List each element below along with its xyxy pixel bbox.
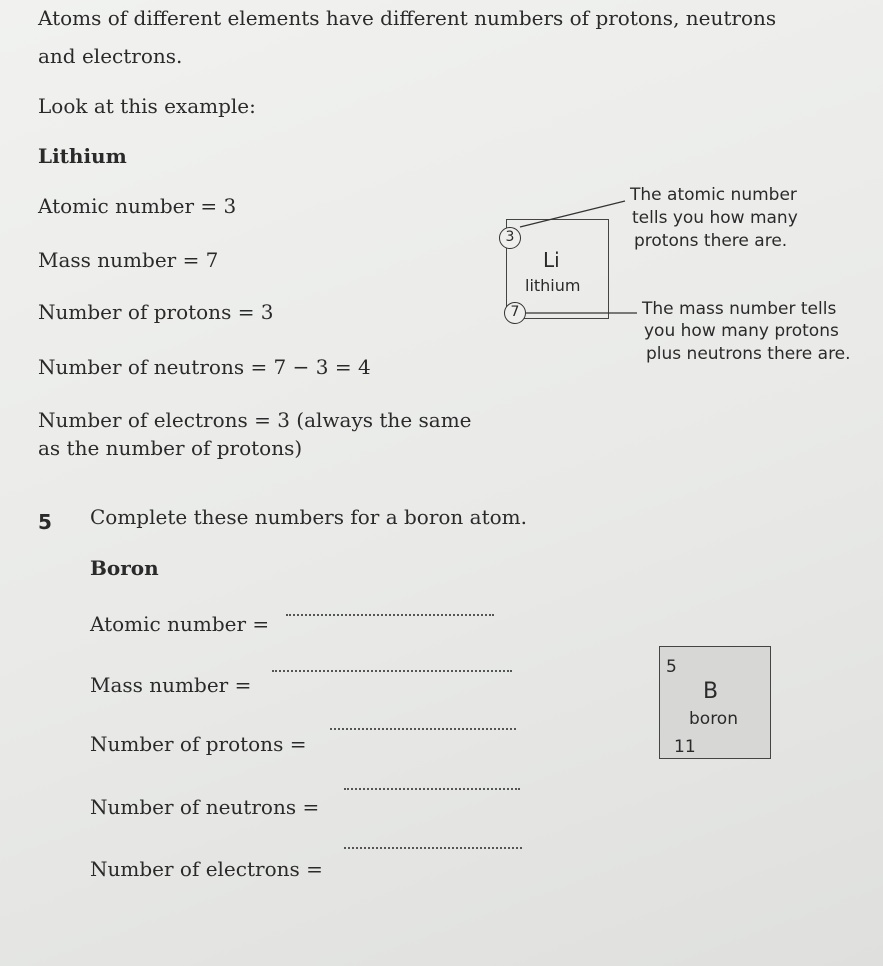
boron-element-tile: [659, 646, 771, 759]
mass-note-line-3: plus neutrons there are.: [646, 344, 851, 364]
lithium-electrons-line-1: Number of electrons = 3 (always the same: [38, 408, 472, 432]
intro-line-1: Atoms of different elements have different numbers of protons, neutrons: [38, 6, 777, 30]
question-number: 5: [38, 510, 52, 534]
protons-answer-line[interactable]: [330, 728, 516, 730]
electrons-answer-line[interactable]: [344, 847, 522, 849]
intro-line-2: and electrons.: [38, 44, 183, 68]
lithium-protons: Number of protons = 3: [38, 300, 274, 324]
atomic-note-line-2: tells you how many: [632, 208, 798, 228]
boron-electrons-label: Number of electrons =: [90, 857, 323, 881]
lithium-name: lithium: [525, 276, 581, 295]
boron-protons-label: Number of protons =: [90, 732, 307, 756]
neutrons-answer-line[interactable]: [344, 788, 520, 790]
boron-atomic-number-label: Atomic number =: [90, 612, 270, 636]
look-example-text: Look at this example:: [38, 94, 256, 118]
lithium-electrons-line-2: as the number of protons): [38, 436, 303, 460]
boron-atomic-number: 5: [666, 657, 677, 677]
mass-note-line-1: The mass number tells: [642, 299, 837, 319]
atomic-note-line-1: The atomic number: [630, 185, 797, 205]
boron-heading: Boron: [90, 556, 159, 580]
boron-mass-number-label: Mass number =: [90, 673, 252, 697]
atomic-leader-line: [520, 201, 625, 227]
boron-neutrons-label: Number of neutrons =: [90, 795, 320, 819]
lithium-heading: Lithium: [38, 144, 127, 168]
mass-note-line-2: you how many protons: [644, 321, 839, 341]
boron-name: boron: [689, 709, 738, 729]
lithium-neutrons: Number of neutrons = 7 − 3 = 4: [38, 355, 371, 379]
boron-mass-number: 11: [674, 737, 696, 757]
lithium-mass-number-circle: 7: [504, 302, 526, 324]
atomic-number-answer-line[interactable]: [286, 614, 494, 616]
boron-symbol: B: [703, 679, 719, 704]
question-prompt: Complete these numbers for a boron atom.: [90, 505, 527, 529]
lithium-mass-number: Mass number = 7: [38, 248, 219, 272]
atomic-note-line-3: protons there are.: [634, 231, 788, 251]
mass-number-answer-line[interactable]: [272, 670, 512, 672]
lithium-atomic-number-circle: 3: [499, 227, 521, 249]
lithium-atomic-number: Atomic number = 3: [38, 194, 237, 218]
lithium-symbol: Li: [543, 248, 560, 272]
